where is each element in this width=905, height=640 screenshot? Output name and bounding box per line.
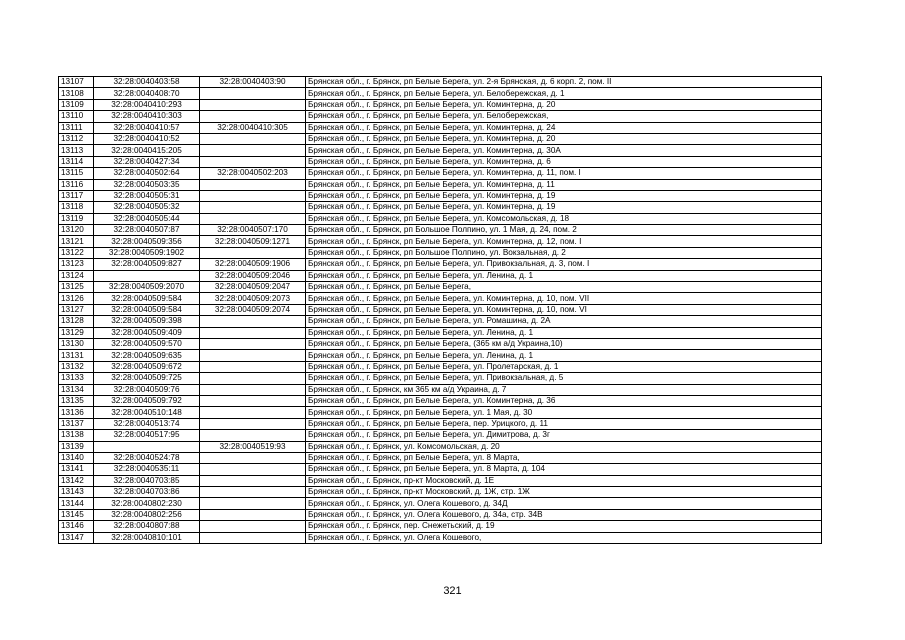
address-cell: Брянская обл., г. Брянск, рп Белые Берега, ул. Коминтерна, д. 24 (306, 122, 822, 133)
row-number-cell: 13113 (59, 145, 94, 156)
address-cell: Брянская обл., г. Брянск, рп Белые Берега, ул. Коминтерна, д. 10, пом. VII (306, 293, 822, 304)
table-row (59, 122, 822, 133)
row-number-cell: 13124 (59, 270, 94, 281)
related-cadastral-number-cell (200, 156, 306, 167)
address-cell: Брянская обл., г. Брянск, км 365 км а/д Украина, д. 7 (306, 384, 822, 395)
related-cadastral-number-cell (200, 521, 306, 532)
cadastral-number-cell: 32:28:0040509:1902 (94, 247, 200, 258)
address-cell: Брянская обл., г. Брянск, ул. Комсомольская, д. 20 (306, 441, 822, 452)
related-cadastral-number-cell: 32:28:0040509:2047 (200, 282, 306, 293)
row-number-cell: 13128 (59, 316, 94, 327)
address-cell: Брянская обл., г. Брянск, пер. Снежетьский, д. 19 (306, 521, 822, 532)
table-row (59, 304, 822, 315)
address-cell: Брянская обл., г. Брянск, рп Белые Берега, ул. Белобережская, (306, 111, 822, 122)
row-number-cell: 13111 (59, 122, 94, 133)
address-cell: Брянская обл., г. Брянск, рп Белые Берега, (306, 282, 822, 293)
cadastral-number-cell: 32:28:0040505:44 (94, 213, 200, 224)
table-row (59, 338, 822, 349)
cadastral-number-cell: 32:28:0040502:64 (94, 168, 200, 179)
address-cell: Брянская обл., г. Брянск, рп Белые Берега, ул. Коминтерна, д. 11, пом. I (306, 168, 822, 179)
table-row (59, 395, 822, 406)
row-number-cell: 13141 (59, 464, 94, 475)
cadastral-number-cell: 32:28:0040509:584 (94, 304, 200, 315)
table-row (59, 532, 822, 543)
cadastral-number-cell: 32:28:0040509:635 (94, 350, 200, 361)
row-number-cell: 13138 (59, 430, 94, 441)
registry-table (58, 76, 822, 544)
cadastral-number-cell: 32:28:0040410:293 (94, 99, 200, 110)
row-number-cell: 13110 (59, 111, 94, 122)
cadastral-number-cell: 32:28:0040513:74 (94, 418, 200, 429)
related-cadastral-number-cell (200, 373, 306, 384)
related-cadastral-number-cell (200, 532, 306, 543)
row-number-cell: 13145 (59, 509, 94, 520)
table-row (59, 145, 822, 156)
address-cell: Брянская обл., г. Брянск, пр-кт Московский, д. 1Ж, стр. 1Ж (306, 487, 822, 498)
row-number-cell: 13140 (59, 452, 94, 463)
address-cell: Брянская обл., г. Брянск, рп Белые Берега, пер. Урицкого, д. 11 (306, 418, 822, 429)
related-cadastral-number-cell (200, 452, 306, 463)
row-number-cell: 13108 (59, 88, 94, 99)
cadastral-number-cell: 32:28:0040509:356 (94, 236, 200, 247)
registry-table-body (59, 77, 822, 544)
related-cadastral-number-cell (200, 487, 306, 498)
cadastral-number-cell: 32:28:0040505:32 (94, 202, 200, 213)
cadastral-number-cell: 32:28:0040810:101 (94, 532, 200, 543)
related-cadastral-number-cell (200, 361, 306, 372)
row-number-cell: 13116 (59, 179, 94, 190)
row-number-cell: 13119 (59, 213, 94, 224)
row-number-cell: 13118 (59, 202, 94, 213)
related-cadastral-number-cell: 32:28:0040519:93 (200, 441, 306, 452)
cadastral-number-cell: 32:28:0040509:570 (94, 338, 200, 349)
table-row (59, 259, 822, 270)
row-number-cell: 13127 (59, 304, 94, 315)
cadastral-number-cell: 32:28:0040410:52 (94, 133, 200, 144)
address-cell: Брянская обл., г. Брянск, рп Белые Берега, ул. Коминтерна, д. 19 (306, 202, 822, 213)
address-cell: Брянская обл., г. Брянск, рп Белые Берега, ул. Коминтерна, д. 30А (306, 145, 822, 156)
address-cell: Брянская обл., г. Брянск, рп Белые Берега, ул. Коминтерна, д. 12, пом. I (306, 236, 822, 247)
address-cell: Брянская обл., г. Брянск, рп Белые Берега, ул. 8 Марта, (306, 452, 822, 463)
table-row (59, 350, 822, 361)
row-number-cell: 13117 (59, 190, 94, 201)
address-cell: Брянская обл., г. Брянск, рп Белые Берега, ул. Коминтерна, д. 6 (306, 156, 822, 167)
cadastral-number-cell: 32:28:0040410:57 (94, 122, 200, 133)
table-row (59, 498, 822, 509)
address-cell: Брянская обл., г. Брянск, ул. Олега Кошевого, (306, 532, 822, 543)
row-number-cell: 13133 (59, 373, 94, 384)
cadastral-number-cell: 32:28:0040703:86 (94, 487, 200, 498)
address-cell: Брянская обл., г. Брянск, рп Белые Берега, ул. Ромашина, д. 2А (306, 316, 822, 327)
cadastral-number-cell: 32:28:0040509:2070 (94, 282, 200, 293)
related-cadastral-number-cell (200, 133, 306, 144)
cadastral-number-cell: 32:28:0040509:409 (94, 327, 200, 338)
related-cadastral-number-cell (200, 509, 306, 520)
address-cell: Брянская обл., г. Брянск, рп Белые Берега, ул. Комсомольская, д. 18 (306, 213, 822, 224)
row-number-cell: 13144 (59, 498, 94, 509)
related-cadastral-number-cell: 32:28:0040507:170 (200, 225, 306, 236)
table-row (59, 521, 822, 532)
table-row (59, 282, 822, 293)
address-cell: Брянская обл., г. Брянск, рп Белые Берега, ул. Коминтерна, д. 36 (306, 395, 822, 406)
table-row (59, 236, 822, 247)
table-row (59, 430, 822, 441)
cadastral-number-cell: 32:28:0040427:34 (94, 156, 200, 167)
related-cadastral-number-cell (200, 316, 306, 327)
address-cell: Брянская обл., г. Брянск, рп Белые Берега, ул. Ленина, д. 1 (306, 327, 822, 338)
cadastral-number-cell: 32:28:0040517:95 (94, 430, 200, 441)
row-number-cell: 13147 (59, 532, 94, 543)
row-number-cell: 13114 (59, 156, 94, 167)
row-number-cell: 13129 (59, 327, 94, 338)
related-cadastral-number-cell: 32:28:0040410:305 (200, 122, 306, 133)
related-cadastral-number-cell (200, 430, 306, 441)
row-number-cell: 13132 (59, 361, 94, 372)
address-cell: Брянская обл., г. Брянск, рп Белые Берега, ул. Белобережская, д. 1 (306, 88, 822, 99)
related-cadastral-number-cell (200, 384, 306, 395)
cadastral-number-cell: 32:28:0040807:88 (94, 521, 200, 532)
cadastral-number-cell: 32:28:0040505:31 (94, 190, 200, 201)
address-cell: Брянская обл., г. Брянск, ул. Олега Кошевого, д. 34а, стр. 34В (306, 509, 822, 520)
table-row (59, 441, 822, 452)
cadastral-number-cell: 32:28:0040509:725 (94, 373, 200, 384)
row-number-cell: 13139 (59, 441, 94, 452)
table-row (59, 247, 822, 258)
address-cell: Брянская обл., г. Брянск, рп Большое Полпино, ул. Вокзальная, д. 2 (306, 247, 822, 258)
address-cell: Брянская обл., г. Брянск, рп Белые Берега, ул. Коминтерна, д. 20 (306, 133, 822, 144)
address-cell: Брянская обл., г. Брянск, рп Белые Берега, ул. Ленина, д. 1 (306, 350, 822, 361)
related-cadastral-number-cell (200, 88, 306, 99)
row-number-cell: 13146 (59, 521, 94, 532)
row-number-cell: 13112 (59, 133, 94, 144)
cadastral-number-cell: 32:28:0040524:78 (94, 452, 200, 463)
cadastral-number-cell: 32:28:0040510:148 (94, 407, 200, 418)
cadastral-number-cell: 32:28:0040535:11 (94, 464, 200, 475)
cadastral-number-cell: 32:28:0040509:792 (94, 395, 200, 406)
table-row (59, 373, 822, 384)
row-number-cell: 13136 (59, 407, 94, 418)
table-row (59, 316, 822, 327)
address-cell: Брянская обл., г. Брянск, пр-кт Московский, д. 1Е (306, 475, 822, 486)
related-cadastral-number-cell: 32:28:0040509:1271 (200, 236, 306, 247)
table-row (59, 88, 822, 99)
cadastral-number-cell (94, 441, 200, 452)
address-cell: Брянская обл., г. Брянск, рп Белые Берега, ул. Димитрова, д. 3г (306, 430, 822, 441)
row-number-cell: 13120 (59, 225, 94, 236)
related-cadastral-number-cell (200, 202, 306, 213)
related-cadastral-number-cell (200, 247, 306, 258)
related-cadastral-number-cell (200, 475, 306, 486)
row-number-cell: 13122 (59, 247, 94, 258)
table-row (59, 133, 822, 144)
related-cadastral-number-cell: 32:28:0040509:2074 (200, 304, 306, 315)
address-cell: Брянская обл., г. Брянск, рп Белые Берега, (365 км а/д Украина,10) (306, 338, 822, 349)
row-number-cell: 13137 (59, 418, 94, 429)
cadastral-number-cell (94, 270, 200, 281)
related-cadastral-number-cell (200, 350, 306, 361)
related-cadastral-number-cell: 32:28:0040502:203 (200, 168, 306, 179)
cadastral-number-cell: 32:28:0040802:256 (94, 509, 200, 520)
row-number-cell: 13135 (59, 395, 94, 406)
table-row (59, 179, 822, 190)
related-cadastral-number-cell (200, 327, 306, 338)
related-cadastral-number-cell: 32:28:0040403:90 (200, 77, 306, 88)
table-row (59, 509, 822, 520)
table-row (59, 111, 822, 122)
table-row (59, 270, 822, 281)
related-cadastral-number-cell (200, 464, 306, 475)
table-row (59, 452, 822, 463)
related-cadastral-number-cell: 32:28:0040509:2046 (200, 270, 306, 281)
cadastral-number-cell: 32:28:0040503:35 (94, 179, 200, 190)
cadastral-number-cell: 32:28:0040509:76 (94, 384, 200, 395)
cadastral-number-cell: 32:28:0040509:584 (94, 293, 200, 304)
related-cadastral-number-cell: 32:28:0040509:2073 (200, 293, 306, 304)
table-row (59, 407, 822, 418)
cadastral-number-cell: 32:28:0040703:85 (94, 475, 200, 486)
address-cell: Брянская обл., г. Брянск, рп Белые Берега, ул. 2-я Брянская, д. 6 корп. 2, пом. II (306, 77, 822, 88)
cadastral-number-cell: 32:28:0040509:398 (94, 316, 200, 327)
table-row (59, 327, 822, 338)
cadastral-number-cell: 32:28:0040509:827 (94, 259, 200, 270)
row-number-cell: 13143 (59, 487, 94, 498)
row-number-cell: 13107 (59, 77, 94, 88)
related-cadastral-number-cell (200, 190, 306, 201)
table-row (59, 464, 822, 475)
table-row (59, 475, 822, 486)
cadastral-number-cell: 32:28:0040509:672 (94, 361, 200, 372)
table-row (59, 156, 822, 167)
related-cadastral-number-cell (200, 99, 306, 110)
cadastral-number-cell: 32:28:0040802:230 (94, 498, 200, 509)
table-row (59, 190, 822, 201)
related-cadastral-number-cell (200, 145, 306, 156)
address-cell: Брянская обл., г. Брянск, рп Большое Полпино, ул. 1 Мая, д. 24, пом. 2 (306, 225, 822, 236)
related-cadastral-number-cell: 32:28:0040509:1906 (200, 259, 306, 270)
table-row (59, 202, 822, 213)
row-number-cell: 13142 (59, 475, 94, 486)
row-number-cell: 13109 (59, 99, 94, 110)
address-cell: Брянская обл., г. Брянск, рп Белые Берега, ул. Коминтерна, д. 19 (306, 190, 822, 201)
row-number-cell: 13121 (59, 236, 94, 247)
page-number: 321 (443, 585, 462, 597)
address-cell: Брянская обл., г. Брянск, рп Белые Берега, ул. Ленина, д. 1 (306, 270, 822, 281)
address-cell: Брянская обл., г. Брянск, рп Белые Берега, ул. 1 Мая, д. 30 (306, 407, 822, 418)
table-row (59, 99, 822, 110)
related-cadastral-number-cell (200, 498, 306, 509)
cadastral-number-cell: 32:28:0040507:87 (94, 225, 200, 236)
table-row (59, 293, 822, 304)
address-cell: Брянская обл., г. Брянск, рп Белые Берега, ул. Привокзальная, д. 5 (306, 373, 822, 384)
row-number-cell: 13123 (59, 259, 94, 270)
address-cell: Брянская обл., г. Брянск, рп Белые Берега, ул. Коминтерна, д. 10, пом. VI (306, 304, 822, 315)
related-cadastral-number-cell (200, 179, 306, 190)
row-number-cell: 13125 (59, 282, 94, 293)
row-number-cell: 13131 (59, 350, 94, 361)
row-number-cell: 13130 (59, 338, 94, 349)
table-row (59, 384, 822, 395)
address-cell: Брянская обл., г. Брянск, ул. Олега Кошевого, д. 34Д (306, 498, 822, 509)
related-cadastral-number-cell (200, 111, 306, 122)
table-row (59, 213, 822, 224)
address-cell: Брянская обл., г. Брянск, рп Белые Берега, ул. Коминтерна, д. 11 (306, 179, 822, 190)
related-cadastral-number-cell (200, 338, 306, 349)
address-cell: Брянская обл., г. Брянск, рп Белые Берега, ул. Коминтерна, д. 20 (306, 99, 822, 110)
cadastral-number-cell: 32:28:0040410:303 (94, 111, 200, 122)
related-cadastral-number-cell (200, 407, 306, 418)
cadastral-number-cell: 32:28:0040415:205 (94, 145, 200, 156)
related-cadastral-number-cell (200, 395, 306, 406)
address-cell: Брянская обл., г. Брянск, рп Белые Берега, ул. 8 Марта, д. 104 (306, 464, 822, 475)
related-cadastral-number-cell (200, 418, 306, 429)
table-row (59, 168, 822, 179)
row-number-cell: 13115 (59, 168, 94, 179)
address-cell: Брянская обл., г. Брянск, рп Белые Берега, ул. Пролетарская, д. 1 (306, 361, 822, 372)
related-cadastral-number-cell (200, 213, 306, 224)
table-row (59, 361, 822, 372)
cadastral-number-cell: 32:28:0040403:58 (94, 77, 200, 88)
row-number-cell: 13126 (59, 293, 94, 304)
row-number-cell: 13134 (59, 384, 94, 395)
cadastral-number-cell: 32:28:0040408:70 (94, 88, 200, 99)
table-row (59, 225, 822, 236)
address-cell: Брянская обл., г. Брянск, рп Белые Берега, ул. Привокзальная, д. 3, пом. I (306, 259, 822, 270)
table-row (59, 487, 822, 498)
table-row (59, 418, 822, 429)
table-row (59, 77, 822, 88)
